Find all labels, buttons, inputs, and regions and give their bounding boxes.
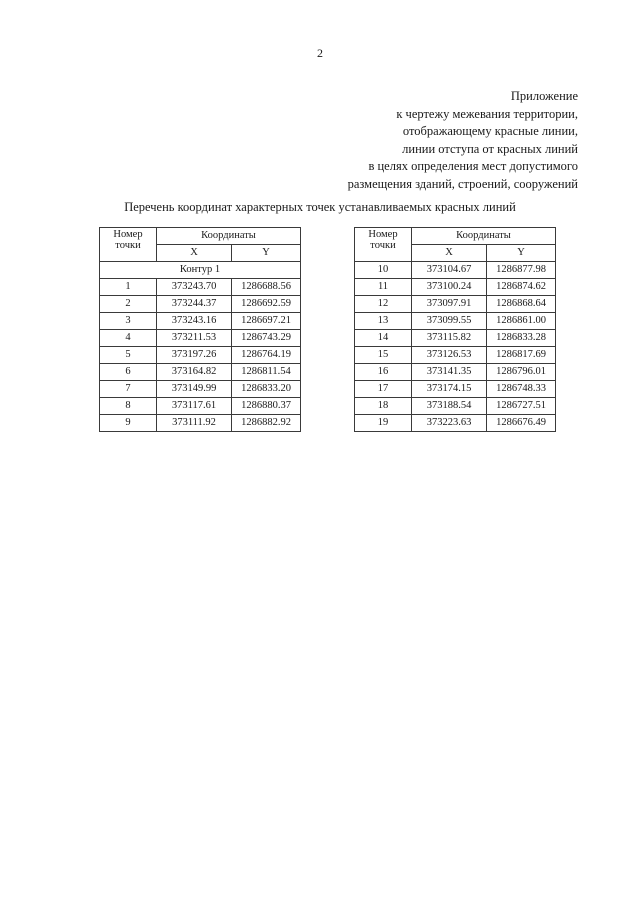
table-row — [355, 347, 556, 364]
x-coordinate-cell: 373126.53 — [412, 347, 487, 364]
page-number: 2 — [317, 46, 323, 60]
x-coordinate-cell: 373211.53 — [157, 330, 232, 347]
header-point-number — [100, 228, 157, 262]
point-number-cell: 11 — [355, 279, 412, 296]
appendix-line: отображающему красные линии, — [402, 124, 578, 139]
y-coordinate-cell: 1286748.33 — [487, 381, 556, 398]
header-x: X — [412, 245, 487, 262]
coordinates-table-right — [354, 227, 556, 432]
point-number-cell: 4 — [100, 330, 157, 347]
point-number-cell: 12 — [355, 296, 412, 313]
y-coordinate-cell: 1286811.54 — [232, 364, 301, 381]
y-coordinate-cell: 1286688.56 — [232, 279, 301, 296]
table-row — [100, 398, 301, 415]
table-row — [355, 415, 556, 432]
y-coordinate-cell: 1286868.64 — [487, 296, 556, 313]
point-number-cell: 1 — [100, 279, 157, 296]
y-coordinate-cell: 1286880.37 — [232, 398, 301, 415]
x-coordinate-cell: 373243.16 — [157, 313, 232, 330]
x-coordinate-cell: 373244.37 — [157, 296, 232, 313]
appendix-line: Приложение — [510, 89, 578, 103]
y-coordinate-cell: 1286882.92 — [232, 415, 301, 432]
header-point-label: точки — [370, 240, 396, 251]
table-row — [100, 364, 301, 381]
x-coordinate-cell: 373100.24 — [412, 279, 487, 296]
appendix-line: в целях определения мест допустимого — [368, 159, 578, 174]
point-number-cell: 9 — [100, 415, 157, 432]
contour-label: Контур 1 — [100, 262, 301, 279]
x-coordinate-cell: 373149.99 — [157, 381, 232, 398]
table-row — [355, 330, 556, 347]
point-number-cell: 10 — [355, 262, 412, 279]
x-coordinate-cell: 373197.26 — [157, 347, 232, 364]
x-coordinate-cell: 373097.91 — [412, 296, 487, 313]
coordinates-table-left — [99, 227, 301, 432]
appendix-line: линии отступа от красных линий — [402, 141, 578, 156]
y-coordinate-cell: 1286692.59 — [232, 296, 301, 313]
table-row — [100, 330, 301, 347]
x-coordinate-cell: 373141.35 — [412, 364, 487, 381]
x-coordinate-cell: 373111.92 — [157, 415, 232, 432]
y-coordinate-cell: 1286877.98 — [487, 262, 556, 279]
y-coordinate-cell: 1286676.49 — [487, 415, 556, 432]
y-coordinate-cell: 1286743.29 — [232, 330, 301, 347]
point-number-cell: 14 — [355, 330, 412, 347]
point-number-cell: 18 — [355, 398, 412, 415]
header-y: Y — [487, 245, 556, 262]
y-coordinate-cell: 1286764.19 — [232, 347, 301, 364]
x-coordinate-cell: 373174.15 — [412, 381, 487, 398]
y-coordinate-cell: 1286833.28 — [487, 330, 556, 347]
point-number-cell: 15 — [355, 347, 412, 364]
header-y: Y — [232, 245, 301, 262]
point-number-cell: 19 — [355, 415, 412, 432]
coordinates-list-title: Перечень координат характерных точек устанавливаемых красных линий — [124, 200, 516, 214]
table-row — [355, 364, 556, 381]
x-coordinate-cell: 373243.70 — [157, 279, 232, 296]
appendix-line: к чертежу межевания территории, — [396, 106, 578, 121]
header-point-number — [355, 228, 412, 262]
y-coordinate-cell: 1286697.21 — [232, 313, 301, 330]
point-number-cell: 2 — [100, 296, 157, 313]
x-coordinate-cell: 373188.54 — [412, 398, 487, 415]
point-number-cell: 16 — [355, 364, 412, 381]
appendix-heading — [348, 88, 578, 194]
point-number-cell: 8 — [100, 398, 157, 415]
y-coordinate-cell: 1286817.69 — [487, 347, 556, 364]
point-number-cell: 6 — [100, 364, 157, 381]
table-row — [100, 279, 301, 296]
table-row — [100, 381, 301, 398]
header-coordinates: Координаты — [412, 228, 556, 245]
x-coordinate-cell: 373104.67 — [412, 262, 487, 279]
table-body-right — [355, 262, 556, 432]
table-row — [355, 262, 556, 279]
y-coordinate-cell: 1286796.01 — [487, 364, 556, 381]
header-number-label: Номер — [368, 229, 398, 240]
table-row — [100, 296, 301, 313]
table-row — [355, 398, 556, 415]
table-row — [355, 296, 556, 313]
point-number-cell: 5 — [100, 347, 157, 364]
header-coordinates: Координаты — [157, 228, 301, 245]
x-coordinate-cell: 373117.61 — [157, 398, 232, 415]
point-number-cell: 13 — [355, 313, 412, 330]
table-row — [355, 279, 556, 296]
table-row — [100, 347, 301, 364]
table-row — [355, 313, 556, 330]
y-coordinate-cell: 1286727.51 — [487, 398, 556, 415]
x-coordinate-cell: 373164.82 — [157, 364, 232, 381]
table-row — [100, 313, 301, 330]
header-number-label: Номер — [113, 229, 143, 240]
y-coordinate-cell: 1286833.20 — [232, 381, 301, 398]
point-number-cell: 3 — [100, 313, 157, 330]
appendix-line: размещения зданий, строений, сооружений — [347, 176, 578, 191]
header-x: X — [157, 245, 232, 262]
table-row — [100, 415, 301, 432]
x-coordinate-cell: 373115.82 — [412, 330, 487, 347]
header-point-label: точки — [115, 240, 141, 251]
y-coordinate-cell: 1286874.62 — [487, 279, 556, 296]
table-body-left — [100, 279, 301, 432]
x-coordinate-cell: 373223.63 — [412, 415, 487, 432]
x-coordinate-cell: 373099.55 — [412, 313, 487, 330]
point-number-cell: 17 — [355, 381, 412, 398]
y-coordinate-cell: 1286861.00 — [487, 313, 556, 330]
point-number-cell: 7 — [100, 381, 157, 398]
table-row — [355, 381, 556, 398]
